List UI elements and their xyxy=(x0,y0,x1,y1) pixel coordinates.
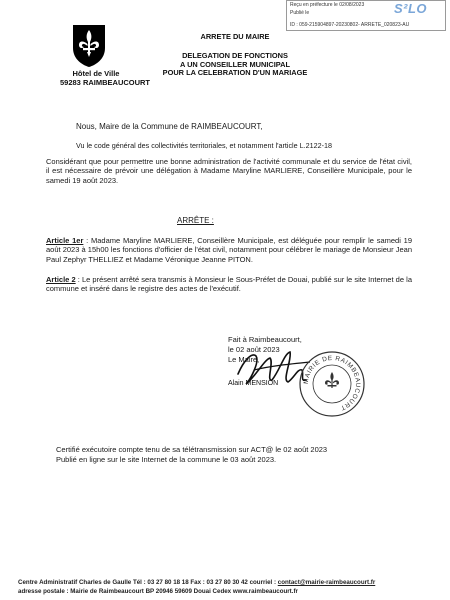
article-1 xyxy=(46,236,412,264)
subject-line-3: POUR LA CELEBRATION D'UN MARIAGE xyxy=(162,68,308,77)
stamp-brand-logo: S²LO xyxy=(393,1,427,16)
hotel-de-ville: Hôtel de Ville xyxy=(72,69,120,78)
subject-line-2: A UN CONSEILLER MUNICIPAL xyxy=(179,59,291,69)
arrete-heading: ARRÊTE : xyxy=(177,216,214,225)
signatory-name: Alain MENSION xyxy=(228,380,279,387)
footer-line-2: adresse postale : Mairie de Raimbeaucourt BP 20946 59609 Douai Cedex www.raimbeaucourt.fr xyxy=(18,588,298,595)
town-hall-address xyxy=(60,69,151,87)
document-title: ARRETE DU MAIRE xyxy=(200,32,270,41)
article-2-text: : Le présent arrêté sera transmis à Monsieur le Sous-Préfet de Douai, publié sur le site Internet de la commune et inséré dans le registre des actes de l'exécutif. xyxy=(46,275,412,294)
page-footer xyxy=(18,578,375,596)
article-2 xyxy=(46,275,412,294)
stamp-received: Reçu en préfecture le 02/08/2023 xyxy=(290,2,365,8)
stamp-id: ID : 059-215904897-20230802- ARRETE_020823-AU xyxy=(290,21,410,28)
subject-line-1: DELEGATION DE FONCTIONS xyxy=(182,51,288,60)
legal-basis: Vu le code général des collectivités territoriales, et notamment l'article L.2122-18 xyxy=(76,141,332,150)
footer-contact: Centre Administratif Charles de Gaulle Tél : 03 27 80 18 18 Fax : 03 27 80 30 42 courriel : xyxy=(18,579,278,586)
certification-line-2: Publié en ligne sur le site Internet de la commune le 03 août 2023. xyxy=(56,454,277,464)
footer-email-link[interactable]: contact@mairie-raimbeaucourt.fr xyxy=(277,579,376,586)
hotel-postcode: 59283 RAIMBEAUCOURT xyxy=(60,78,151,87)
certification xyxy=(56,445,327,465)
certification-line-1: Certifié exécutoire compte tenu de sa télétransmission sur ACT@ le 02 août 2023 xyxy=(56,445,328,454)
fleur-de-lis-shield-icon xyxy=(72,24,106,68)
official-seal xyxy=(298,350,366,418)
seal-text: MAIRIE DE RAIMBEAUCOURT xyxy=(302,354,362,412)
footer-line-1 xyxy=(18,578,375,587)
mayor-intro: Nous, Maire de la Commune de RAIMBEAUCOURT, xyxy=(76,122,263,131)
signature-role: Le Maire, xyxy=(228,354,260,364)
signature-date: le 02 août 2023 xyxy=(228,344,280,354)
document-subject xyxy=(150,52,320,78)
signature-place: Fait à Raimbeaucourt, xyxy=(228,335,302,344)
article-1-label: Article 1er xyxy=(46,236,84,245)
article-1-text: : Madame Maryline MARLIERE, Conseillère Municipale, est déléguée pour remplir le samedi 19 août 2023 à 15h00 les fonctions d'officier de l'état civil, notamment pour célébrer le mariage de Monsieur Jean Paul Zephyr THELLIEZ et Madame Véronique Jeanne PITON. xyxy=(46,236,412,264)
article-2-label: Article 2 xyxy=(46,275,76,284)
considerant-paragraph: Considérant que pour permettre une bonne administration de l'activité communale et du service de l'état civil, il est nécessaire de prévoir une délégation à Madame Maryline MARLIERE, Conseillère Municipale, pour le samedi 19 août 2023. xyxy=(46,157,412,185)
stamp-published: Publié le xyxy=(290,9,310,16)
receipt-stamp xyxy=(286,0,446,31)
